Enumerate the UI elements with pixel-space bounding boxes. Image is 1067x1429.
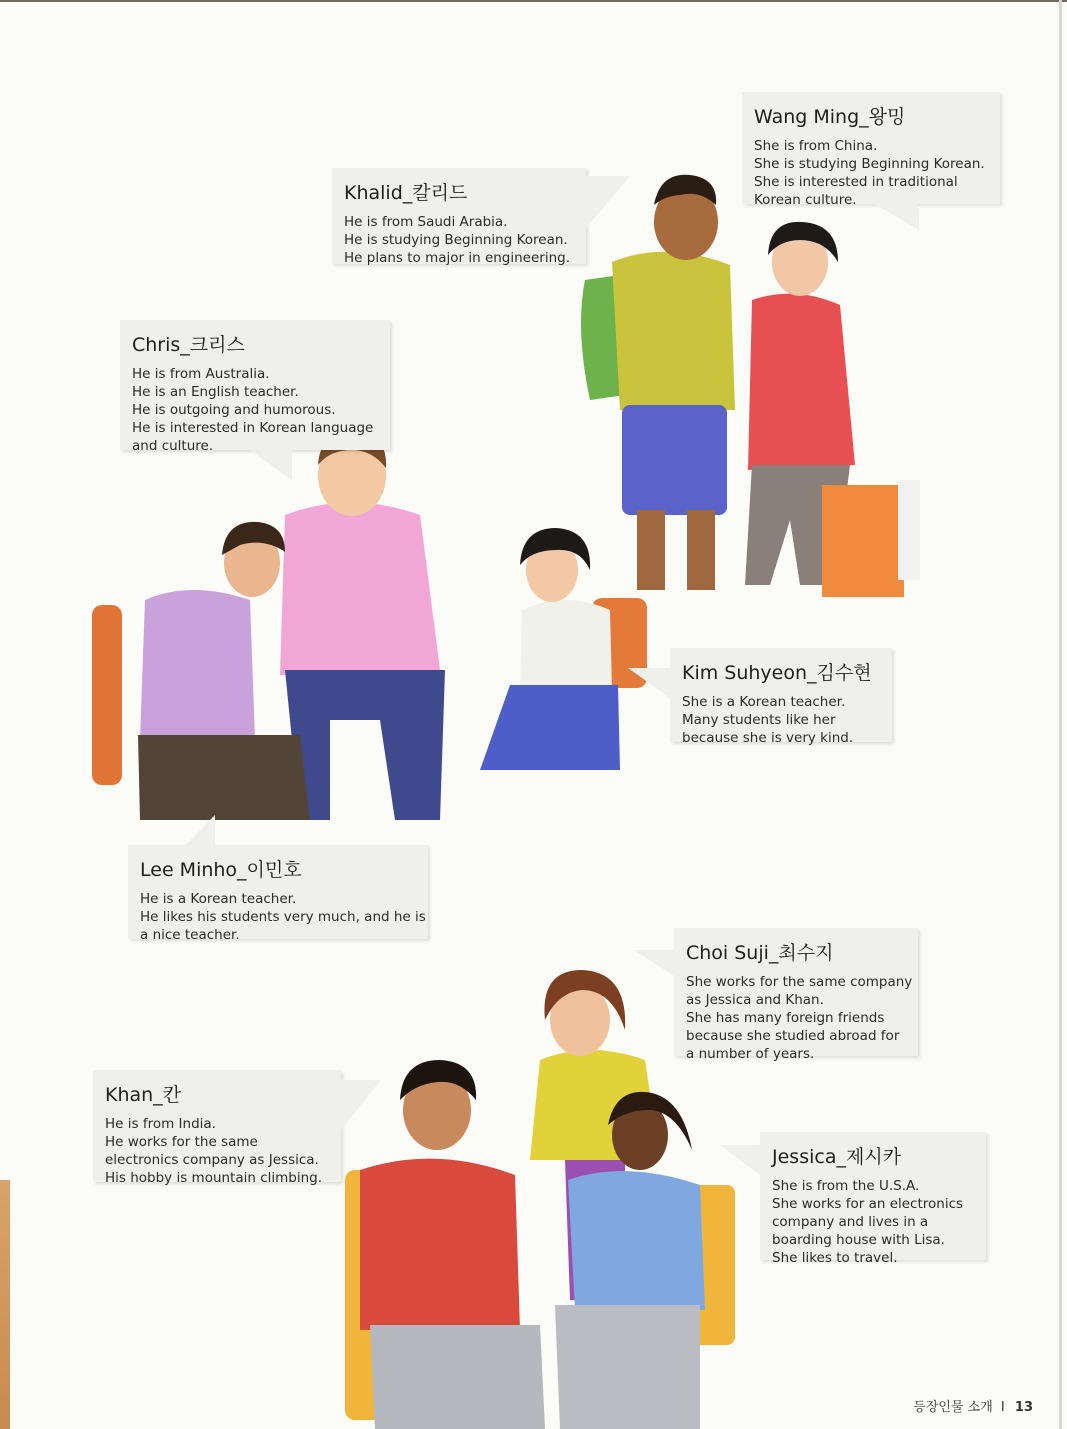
kim-suhyeon-figure	[480, 528, 647, 770]
description-line: She works for an electronics	[772, 1196, 964, 1212]
description-line: because she studied abroad for	[686, 1028, 900, 1044]
description-line: Many students like her	[682, 712, 836, 728]
character-description	[105, 1115, 329, 1187]
character-card-kim-suhyeon	[670, 648, 892, 746]
description-line: He is studying Beginning Korean.	[344, 232, 568, 248]
description-line: She likes to travel.	[772, 1250, 898, 1266]
character-description	[682, 693, 880, 747]
description-line: His hobby is mountain climbing.	[105, 1170, 323, 1186]
description-line: He likes his students very much, and he is	[140, 909, 426, 925]
character-card-jessica	[760, 1132, 986, 1266]
character-description	[754, 137, 988, 209]
character-name: Khan_칸	[105, 1084, 182, 1106]
footer-section-title: 등장인물 소개	[913, 1400, 993, 1415]
speech-tail	[185, 815, 215, 845]
character-name: Choi Suji_최수지	[686, 942, 834, 964]
description-line: as Jessica and Khan.	[686, 992, 824, 1008]
footer-separator: I	[1000, 1400, 1005, 1415]
description-line: He is a Korean teacher.	[140, 891, 297, 907]
speech-tail	[628, 668, 670, 698]
khalid-figure	[581, 175, 735, 590]
character-name: Khalid_칼리드	[344, 182, 468, 204]
wang-ming-figure	[745, 222, 920, 597]
description-line: company and lives in a	[772, 1214, 929, 1230]
character-description	[132, 365, 378, 455]
description-line: boarding house with Lisa.	[772, 1232, 945, 1248]
character-description	[686, 973, 913, 1063]
speech-tail	[250, 450, 292, 480]
description-line: She is studying Beginning Korean.	[754, 156, 985, 172]
description-line: She is a Korean teacher.	[682, 694, 846, 710]
character-card-chris	[120, 320, 390, 454]
description-line: She is interested in traditional	[754, 174, 958, 190]
description-line: electronics company as Jessica.	[105, 1152, 319, 1168]
description-line: and culture.	[132, 438, 214, 454]
description-line: He is outgoing and humorous.	[132, 402, 336, 418]
page-footer	[913, 1396, 1033, 1415]
speech-tail	[586, 176, 630, 228]
description-line: She is from the U.S.A.	[772, 1178, 920, 1194]
description-line: She has many foreign friends	[686, 1010, 885, 1026]
speech-tail	[720, 1145, 760, 1175]
chris-figure	[280, 432, 445, 820]
character-card-khalid	[332, 168, 586, 264]
speech-tail	[341, 1080, 381, 1130]
character-description	[772, 1177, 974, 1267]
character-card-khan	[93, 1070, 341, 1186]
character-card-wang-ming	[742, 92, 1000, 208]
character-name: Wang Ming_왕밍	[754, 106, 906, 128]
character-card-choi-suji	[674, 928, 918, 1062]
lee-minho-figure	[92, 522, 310, 820]
description-line: She works for the same company	[686, 974, 913, 990]
speech-tail	[634, 950, 674, 976]
description-line: He is from India.	[105, 1116, 216, 1132]
description-line: Korean culture.	[754, 192, 857, 208]
speech-tail	[875, 204, 919, 230]
description-line: He is from Saudi Arabia.	[344, 214, 508, 230]
description-line: He is an English teacher.	[132, 384, 299, 400]
description-line: He works for the same	[105, 1134, 258, 1150]
description-line: She is from China.	[754, 138, 878, 154]
description-line: He is interested in Korean language	[132, 420, 374, 436]
page-number: 13	[1014, 1400, 1033, 1415]
character-name: Jessica_제시카	[772, 1146, 902, 1168]
character-name: Kim Suhyeon_김수현	[682, 662, 872, 684]
character-description	[140, 890, 426, 944]
description-line: He plans to major in engineering.	[344, 250, 571, 266]
character-name: Chris_크리스	[132, 334, 245, 356]
description-line: a nice teacher.	[140, 927, 240, 943]
description-line: a number of years.	[686, 1046, 815, 1062]
description-line: because she is very kind.	[682, 730, 854, 746]
description-line: He is from Australia.	[132, 366, 270, 382]
character-description	[344, 213, 574, 267]
character-card-lee-minho	[128, 845, 428, 943]
character-name: Lee Minho_이민호	[140, 859, 302, 881]
